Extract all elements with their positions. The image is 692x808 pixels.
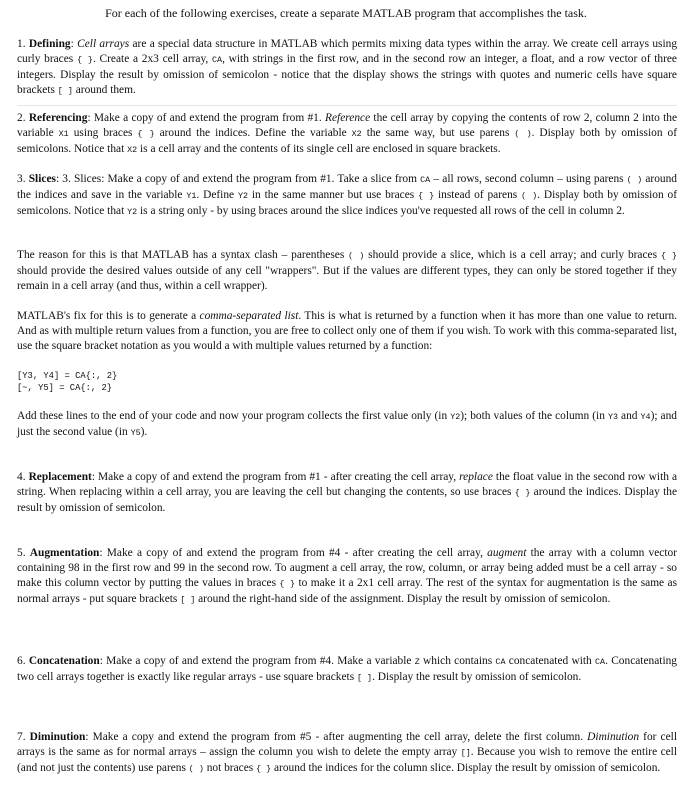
inline-code: CA (420, 175, 431, 185)
inline-code: { } (279, 579, 296, 590)
inline-code: X2 (127, 145, 138, 156)
exercise-number: 6. (17, 655, 29, 667)
exercise-title: Augmentation (29, 547, 100, 559)
divider (17, 105, 677, 106)
inline-code: X2 (351, 129, 362, 140)
inline-code: [ ] (180, 595, 196, 606)
exercise-number: 4. (17, 471, 29, 483)
inline-code: Y4 (640, 412, 651, 422)
inline-code: Y2 (237, 191, 249, 202)
exercise-6: 6. Concatenation: Make a copy of and extend the program from #4. Make a variable Z which contains CA concatenated with CA. Concatenating two cell arrays together is exactly like regular arrays - use square brackets [ ]. Display the result by omission of semicolon. (17, 655, 677, 684)
code-line: [~, Y5] = CA{:, 2} (17, 383, 113, 393)
exercise-number: 3. (17, 173, 29, 185)
exercise-7: 7. Diminution: Make a copy and extend the program from #5 - after augmenting the cell array, delete the first column. Diminution for cell arrays is the same as for normal arrays – assign the column you wish to delete the empty array []. Because you wish to remove the entire cell (and not just the contents) use parens ( ) not braces { } around the indices for the column slice. Display the result by omission of semicolon. (17, 731, 678, 775)
inline-code: CA (495, 657, 506, 667)
inline-code: ( ) (348, 251, 365, 261)
inline-code: Y1 (186, 191, 197, 202)
inline-code: CA (212, 55, 223, 66)
exercise-5: 5. Augmentation: Make a copy of and extend the program from #4 - after creating the cell array, augment the array with a column vector containing 98 in the first row and 99 in the second row. To augment a cell array, the row, column, or array being added must be a cell array - so make this column vector by putting the values in braces { } to make it a 2x1 cell array. The rest of the syntax for augmentation is the same as normal arrays - put square brackets [ ] around the right-hand side of the assignment. Display the result by omission of semicolon. (17, 547, 678, 606)
code-block (17, 370, 117, 394)
exercise-title: Slices (28, 173, 56, 185)
inline-code: Z (414, 657, 420, 667)
exercise-title: Replacement (28, 471, 92, 483)
inline-code: { } (137, 129, 155, 140)
inline-code: Y2 (127, 207, 138, 218)
intro-text: For each of the following exercises, create a separate MATLAB program that accomplishes the task. (105, 6, 587, 20)
inline-code: Y2 (450, 412, 461, 422)
exercise-1: 1. Defining: Cell arrays are a special data structure in MATLAB which permits mixing data types within the array. We create cell arrays using curly braces { }. Create a 2x3 cell array, CA, with strings in the first row, and in the second row an integer, a float, and a row vector of three integers. Display the result by omission of semicolon - notice that the display shows the strings with quotes and numeric cells have square brackets [ ] around them. (17, 38, 678, 97)
inline-code: ( ) (521, 191, 538, 202)
inline-code: [ ] (357, 673, 373, 684)
code-line: [Y3, Y4] = CA{:, 2} (17, 371, 118, 381)
inline-code: ( ) (188, 764, 204, 775)
inline-code: ( ) (514, 129, 532, 140)
inline-code: { } (256, 764, 272, 775)
exercise-4: 4. Replacement: Make a copy of and extend the program from #1 - after creating the cell array, replace the float value in the second row with a string. When replacing within a cell array, you are leaving the cell but changing the contents, so use braces { } around the indices. Display the result by omission of semicolon. (17, 471, 678, 515)
inline-code: Y3 (607, 412, 618, 422)
exercise-title: Diminution (29, 731, 86, 743)
exercise-title: Defining (28, 38, 71, 50)
inline-code: X1 (58, 129, 69, 140)
inline-code: { } (418, 191, 435, 202)
inline-code: [ ] (57, 86, 73, 97)
paragraph-syntax-clash: The reason for this is that MATLAB has a syntax clash – parentheses ( ) should provide a slice, which is a cell array; and curly braces { } should provide the desired values outside of any cell "wrappers". But if the values are different types, they can only be stored together if they remain in a cell array (and thus, within a cell wrapper). (17, 249, 678, 293)
inline-code: ( ) (626, 175, 643, 185)
exercise-number: 2. (17, 112, 29, 124)
exercise-number: 7. (17, 731, 30, 743)
inline-code: { } (660, 251, 678, 261)
inline-code: { } (76, 55, 93, 66)
exercise-number: 1. (17, 38, 29, 50)
inline-code: Y5 (130, 428, 141, 439)
inline-code: { } (514, 488, 531, 499)
exercise-3: 3. Slices: 3. Slices: Make a copy of and extend the program from #1. Take a slice from CA – all rows, second column – using parens ( ) around the indices and save in the variable Y1. Define Y2 in the same manner but use braces { } instead of parens ( ). Display both by omission of semicolons. Notice that Y2 is a string only - by using braces around the slice indices you've requested all rows of the cell in column 2. (17, 173, 677, 218)
exercise-title: Referencing (28, 112, 88, 124)
inline-code: CA (595, 657, 606, 667)
exercise-number: 5. (17, 547, 30, 559)
inline-code: [] (460, 748, 471, 759)
exercise-2: 2. Referencing: Make a copy of and extend the program from #1. Reference the cell array by copying the contents of row 2, column 2 into the variable X1 using braces { } around the indices. Define the variable X2 the same way, but use parens ( ). Display both by omission of semicolons. Notice that X2 is a cell array and the contents of its single cell are enclosed in square brackets. (17, 112, 677, 156)
paragraph-comma-separated-list: MATLAB's fix for this is to generate a comma-separated list. This is what is returned by a function when it has more than one value to return. And as with multiple return values from a function, you are free to collect only one of them if you wish. To work with this comma-separated list, use the square bracket notation as you would a with multiple values returned by a function: (17, 310, 677, 353)
paragraph-add-lines: Add these lines to the end of your code and now your program collects the first value only (in Y2); both values of the column (in Y3 and Y4); and just the second value (in Y5). (17, 410, 677, 439)
exercise-title: Concatenation (28, 655, 100, 667)
